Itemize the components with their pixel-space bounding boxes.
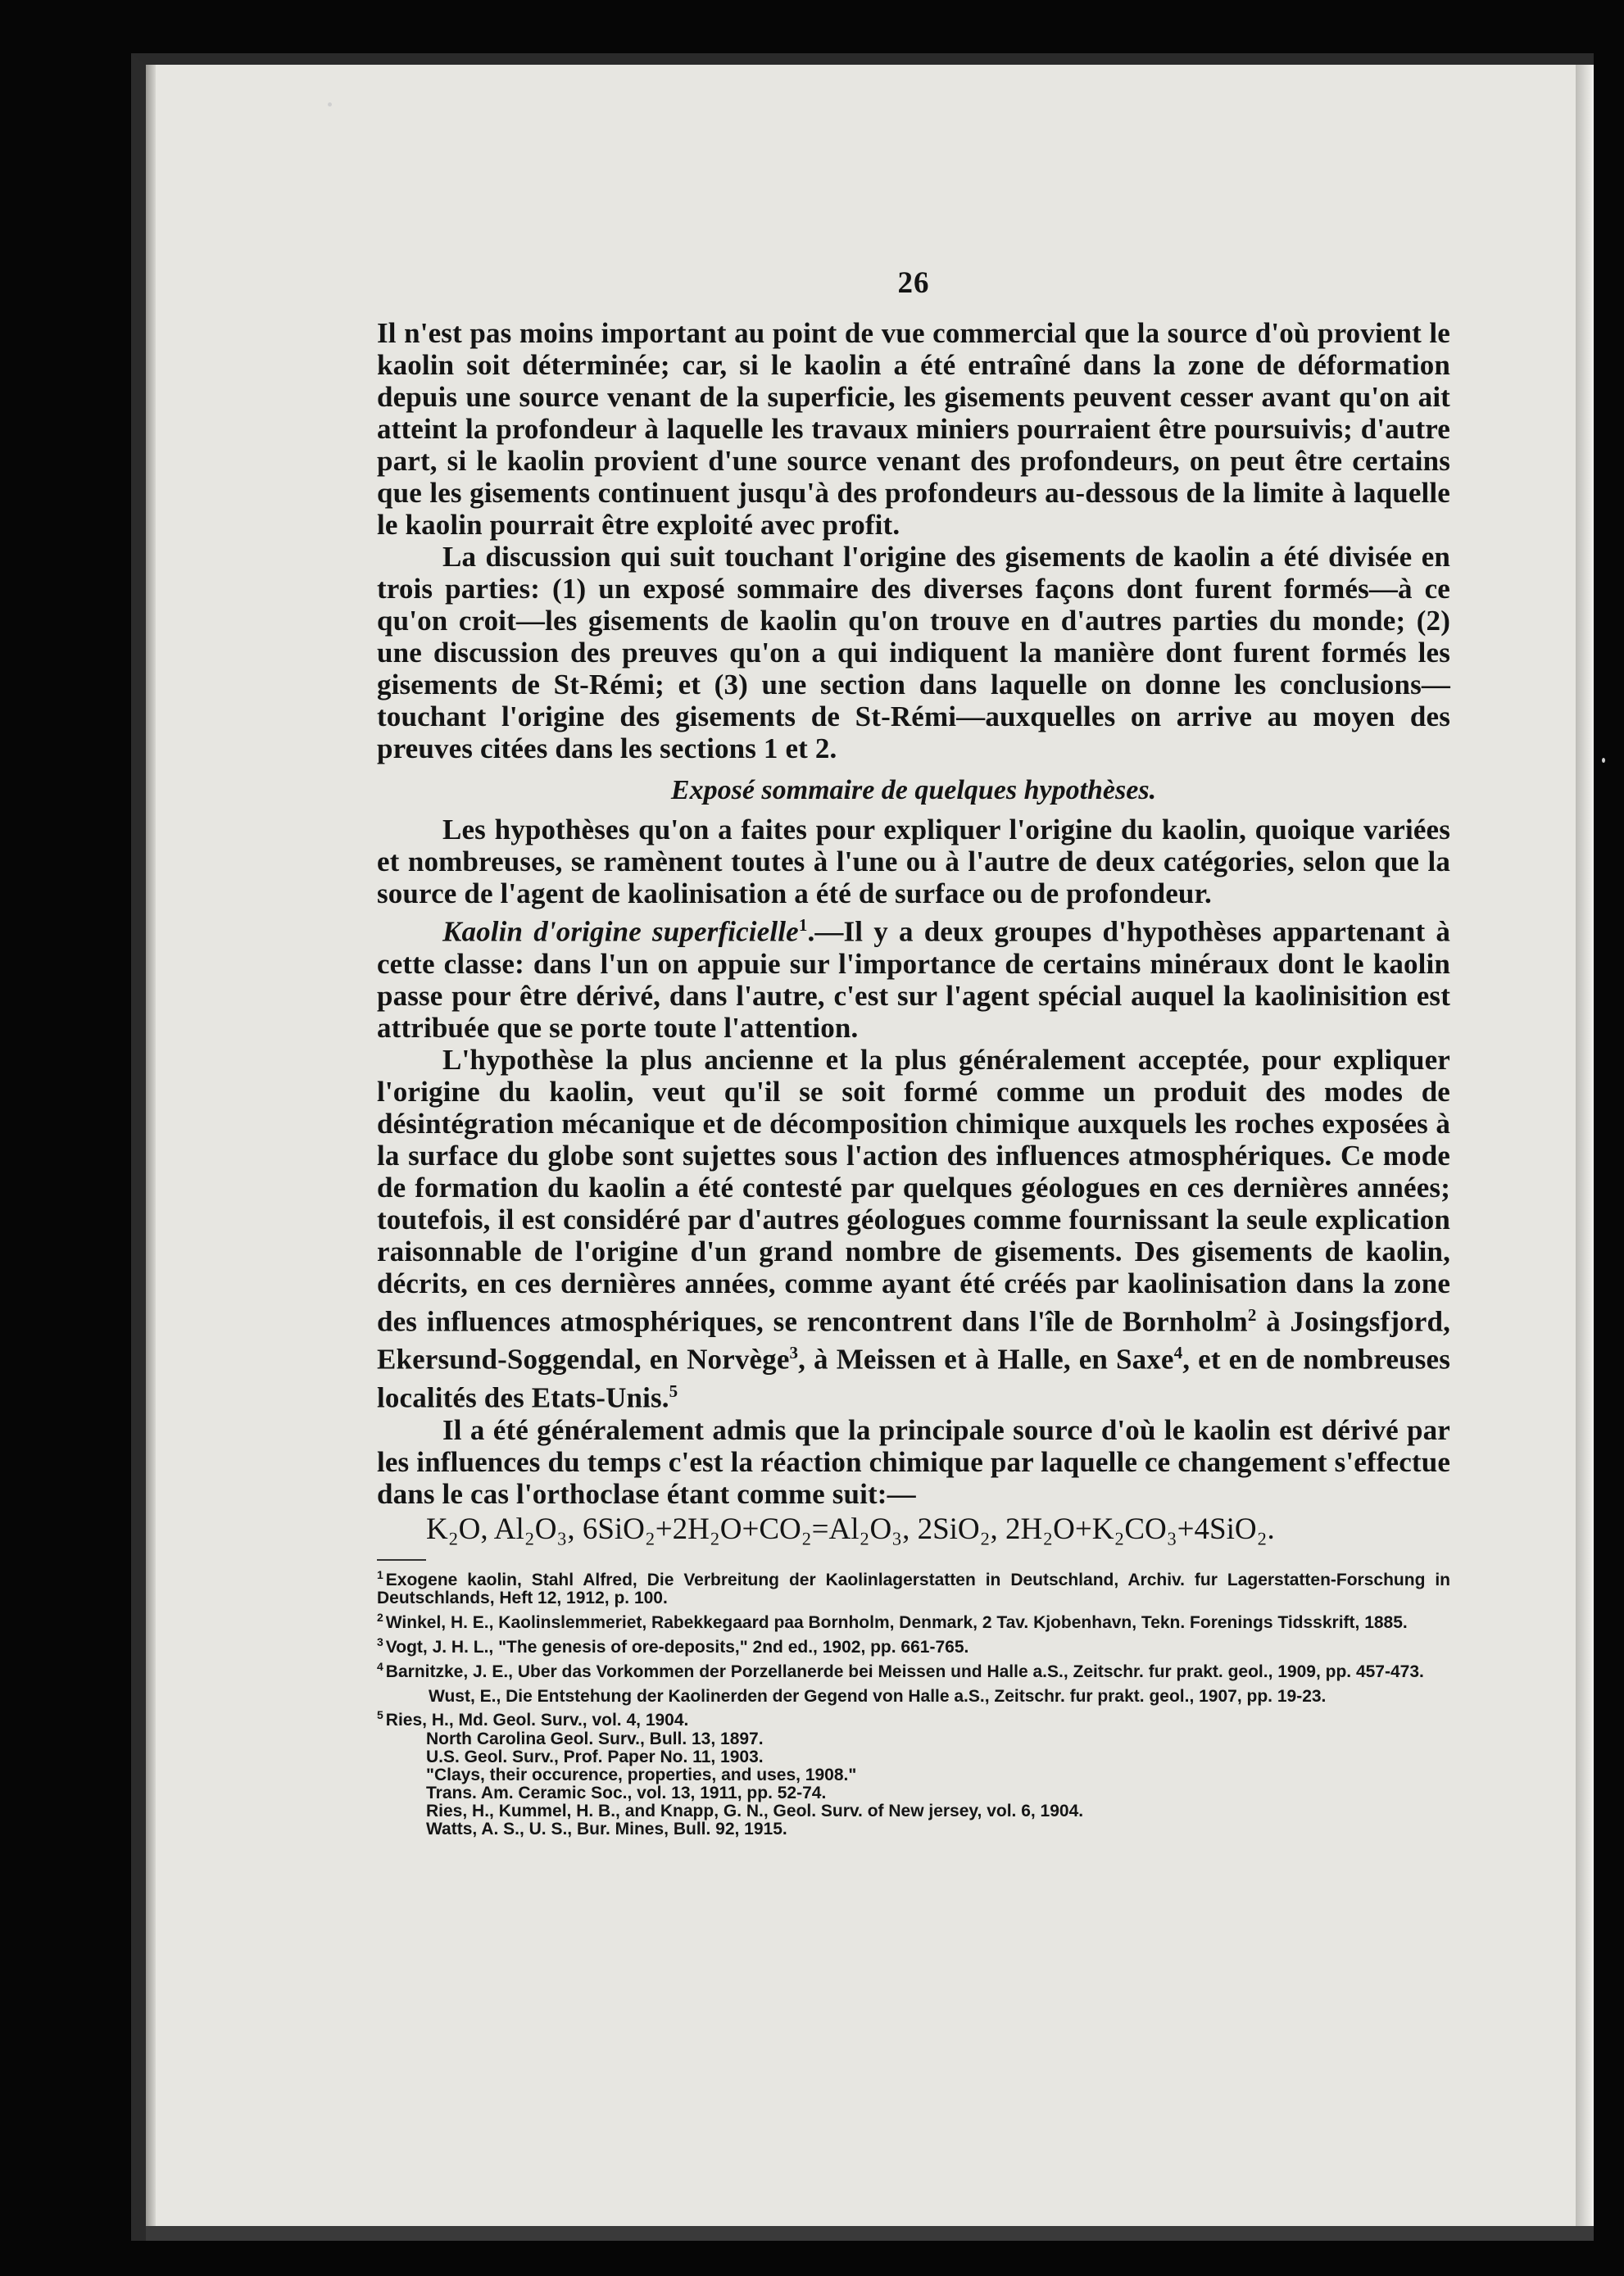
footnote-item [377,1633,1450,1657]
scan-speck [328,102,332,107]
footnote-mark: 3 [377,1634,383,1648]
scanned-page [131,53,1594,2241]
page-content [377,265,1450,1838]
footnote-text: Ries, H., Md. Geol. Surv., vol. 4, 1904. [385,1710,689,1730]
paragraph-ancienne [377,1044,1450,1414]
footnote-text: Vogt, J. H. L., "The genesis of ore-deposits," 2nd ed., 1902, pp. 661-765. [385,1637,969,1657]
equation-equals: = [811,1512,829,1546]
page-number: 26 [897,266,930,300]
paragraph-text: à Josingsfjord, Ekersund-Soggendal, en Norvège [377,1305,1450,1376]
paragraph-admis: Il a été généralement admis que la principale source d'où le kaolin est dérivé par les influences du temps c'est la réaction chimique par laquelle ce changement s'effectue dans le cas l'orthoclase étant comme suit:— [377,1413,1450,1510]
footnote-item [377,1682,1450,1706]
footnote-ref: 3 [789,1343,799,1363]
footnote-rule [377,1559,426,1561]
footnote-text: Exogene kaolin, Stahl Alfred, Die Verbreitung der Kaolinlagerstatten in Deutschland, Archiv. fur Lagerstatten-Forschung in Deutschlands, Heft 12, 1912, p. 100. [377,1570,1450,1607]
page-edge [1576,65,1594,2241]
footnote-item [377,1706,1450,1730]
chemical-equation [377,1512,1450,1548]
footnote-continuation: Watts, A. S., U. S., Bur. Mines, Bull. 92, 1915. [426,1819,787,1838]
footnote-mark: 4 [377,1659,383,1673]
footnote-text: Winkel, H. E., Kaolinslemmeriet, Rabekkegaard paa Bornholm, Denmark, 2 Tav. Kjobenhavn, Tekn. Forenings Tidsskrift, 1885. [385,1612,1408,1632]
paragraph-superficielle [377,909,1450,1044]
footnote-continuation: North Carolina Geol. Surv., Bull. 13, 1897. [426,1729,764,1748]
equation-rhs: Al₂O₃, 2SiO₂, 2H₂O+K₂CO₃+4SiO₂. [828,1512,1275,1546]
footnote-text: Barnitzke, J. E., Uber das Vorkommen der Porzellanerde bei Meissen und Halle a.S., Zeitschr. fur prakt. geol., 1909, pp. 457-473. [385,1662,1424,1681]
section-heading: Exposé sommaire de quelques hypothèses. [670,775,1157,805]
footnote-continuation: Trans. Am. Ceramic Soc., vol. 13, 1911, pp. 52-74. [426,1783,827,1802]
scan-speck [1602,758,1605,763]
footnote-item [377,1608,1450,1632]
footnote-ref: 5 [669,1381,678,1401]
footnote-continuation: U.S. Geol. Surv., Prof. Paper No. 11, 1903. [426,1747,764,1766]
footnote-item [377,1657,1450,1681]
footnote-continuation: "Clays, their occurence, properties, and uses, 1908." [426,1765,857,1784]
binding-shadow [146,65,156,2241]
footnote-mark: 5 [377,1707,383,1721]
footnotes [377,1566,1450,1838]
footnote-text: Wust, E., Die Entstehung der Kaolinerden der Gegend von Halle a.S., Zeitschr. fur prakt. geol., 1907, pp. 19-23. [429,1686,1327,1706]
paragraph-text: L'hypothèse la plus ancienne et la plus généralement acceptée, pour expliquer l'origine du kaolin, veut qu'il se soit formé comme un produit des modes de désintégration mécanique et de décomposition chimique auxquels les roches exposées à la surface du globe sont sujettes sous l'action des influences atmosphériques. Ce mode de formation du kaolin a été contesté par quelques géologues en ces dernières années; toutefois, il est considéré par d'autres géologues comme fournissant la seule explication raisonnable de l'origine d'un grand nombre de gisements. Des gisements de kaolin, décrits, en ces dernières années, comme ayant été créés par kaolinisation dans la zone des influences atmosphériques, se rencontrent dans l'île de Bornholm [377,1043,1450,1338]
paragraph-text: .—Il y a deux groupes d'hypothèses appartenant à cette classe: dans l'un on appuie sur l'importance de certains minéraux dont le kaolin passe pour être dérivé, dans l'autre, c'est sur l'agent spécial auquel la kaolinisition est attribuée que se porte toute l'attention. [377,915,1450,1044]
paragraph-text: , à Meissen et à Halle, en Saxe [798,1343,1174,1376]
footnote-continuation: Ries, H., Kummel, H. B., and Knapp, G. N., Geol. Surv. of New jersey, vol. 6, 1904. [426,1801,1084,1820]
footnote-ref: 2 [1247,1304,1257,1325]
footnote-mark: 2 [377,1610,383,1624]
run-in-heading: Kaolin d'origine superficielle [442,915,799,948]
footnote-item [377,1566,1450,1607]
paragraph-commercial: Il n'est pas moins important au point de vue commercial que la source d'où provient le kaolin soit déterminée; car, si le kaolin a été entraîné dans la zone de déformation depuis une source venant de la superficie, les gisements peuvent cesser avant qu'on ait atteint la profondeur à laquelle les travaux miniers pourraient être poursuivis; d'autre part, si le kaolin provient d'une source venant des profondeurs, on peut être certains que les gisements continuent jusqu'à des profondeurs au-dessous de la limite à laquelle le kaolin pourrait être exploité avec profit. [377,317,1450,541]
paragraph-hypotheses: Les hypothèses qu'on a faites pour expliquer l'origine du kaolin, quoique variées et nombreuses, se ramènent toutes à l'une ou à l'autre de deux catégories, selon que la source de l'agent de kaolinisation a été de surface ou de profondeur. [377,814,1450,909]
footnote-ref: 1 [798,915,808,935]
paragraph-discussion: La discussion qui suit touchant l'origine des gisements de kaolin a été divisée en trois parties: (1) un exposé sommaire des diverses façons dont furent formés—à ce qu'on croit—les gisements de kaolin qu'on trouve en d'autres parties du monde; (2) une discussion des preuves qu'on a qui indiquent la manière dont furent formés les gisements de St-Rémi; et (3) une section dans laquelle on donne les conclusions—touchant l'origine des gisements de St-Rémi—auxquelles on arrive au moyen des preuves citées dans les sections 1 et 2. [377,541,1450,764]
footnote-ref: 4 [1173,1343,1183,1363]
paragraph-text: , et en de nombreuses localités des Etats-Unis. [377,1343,1450,1414]
scan-bottom-bar [146,2226,1594,2241]
footnote-mark: 1 [377,1567,383,1581]
equation-lhs: K₂O, Al₂O₃, 6SiO₂+2H₂O+CO₂ [426,1512,812,1546]
